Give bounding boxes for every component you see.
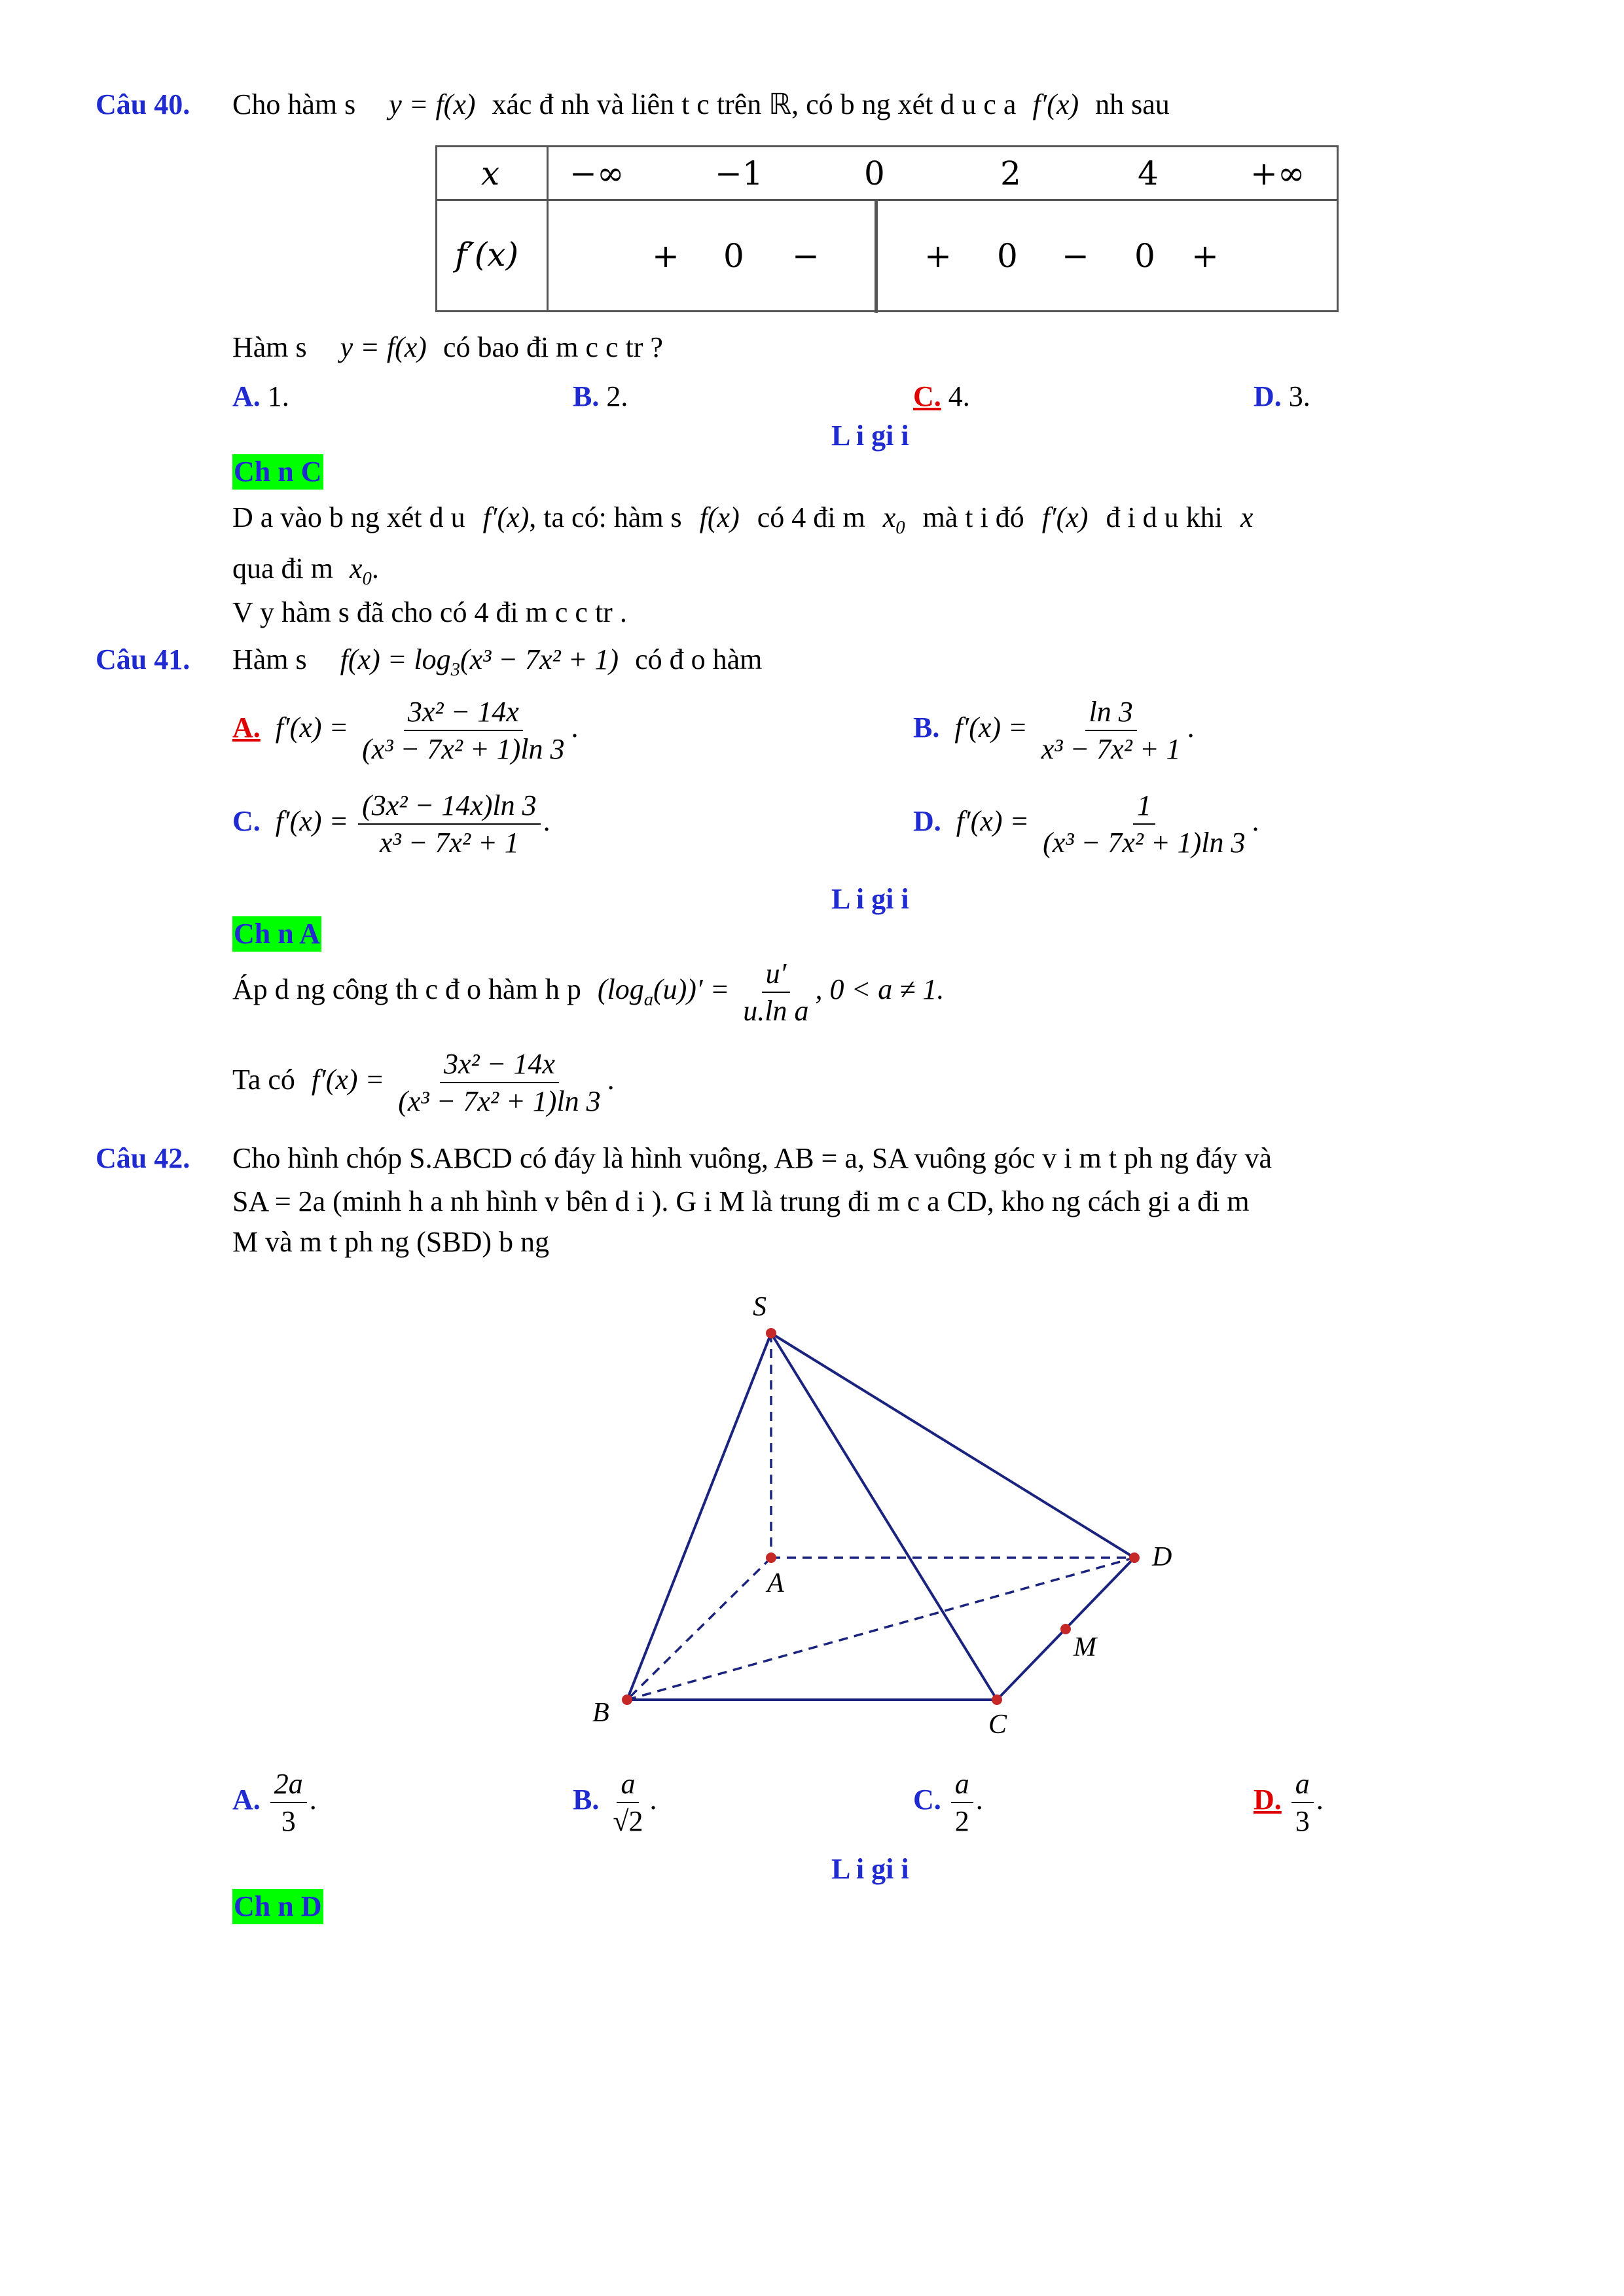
option-lhs: f′(x) = — [954, 711, 1028, 744]
option-text: 4. — [948, 380, 970, 412]
option-label: A. — [232, 380, 261, 412]
option-den: x³ − 7x² + 1 — [1041, 733, 1181, 765]
option-num: ln 3 — [1085, 695, 1137, 731]
q41-option-c: C. f′(x) = $\frac{\text{(3x² − 14x)ln 3}}{\text{x³ − 7x² + 1}}$ . — [232, 789, 550, 859]
q40-stem-d: f′(x) — [1032, 88, 1079, 120]
option-text: 2. — [606, 380, 628, 412]
option-num: (3x² − 14x)ln 3 — [358, 789, 540, 825]
q40-question-c: có bao đi m c c tr ? — [442, 331, 663, 363]
q40-stem-c: xác đ nh và liên t c trên ℝ, có b ng xét d u c a — [492, 88, 1017, 120]
q40-question-b: y = f(x) — [340, 331, 427, 363]
option-label: D. — [1254, 1784, 1282, 1816]
q41-option-b: B. f′(x) = $\frac{\ln 3}{\text{x³ − 7x² + 1}}$ . — [913, 696, 1195, 765]
q42-option-c: C. $\frac{a}{2}$ . — [913, 1768, 983, 1837]
q41-taco-den: (x³ − 7x² + 1)ln 3 — [398, 1085, 601, 1117]
option-label: B. — [573, 1784, 600, 1816]
sign-right-1: 0 — [997, 237, 1018, 275]
q42-option-b: B. $\frac{a}{√2}$ . — [573, 1768, 657, 1837]
q42-line1: Cho hình chóp S.ABCD có đáy là hình vuông, AB = a, SA vuông góc v i m t ph ng đáy và — [232, 1142, 1272, 1174]
sign-right-0: + — [924, 237, 952, 275]
q41-apply-d: , 0 < a ≠ 1. — [815, 973, 945, 1006]
q40-exp1-h: mà t i đó — [922, 501, 1024, 533]
q40-exp1-g: 0 — [895, 517, 905, 538]
sign-left-1: 0 — [723, 237, 744, 275]
q40-exp1-b: f′(x) — [482, 501, 530, 533]
option-label: C. — [913, 1784, 941, 1816]
option-label: C. — [232, 805, 261, 838]
question-41-label: Câu 41. — [96, 643, 190, 675]
q42-line3: M và m t ph ng (SBD) b ng — [232, 1226, 549, 1258]
q41-apply-num: u′ — [762, 957, 791, 993]
q40-stem-b: y = f(x) — [389, 88, 476, 120]
q42-option-a: A. $\frac{2a}{3}$ . — [232, 1768, 317, 1837]
point-d — [1129, 1552, 1140, 1563]
q40-exp2-c: 0 — [362, 568, 372, 589]
sign-left-2: − — [792, 237, 820, 275]
option-den: 3 — [281, 1805, 296, 1837]
option-lhs: f′(x) = — [275, 805, 349, 838]
q42-solution-title: L i gi i — [831, 1853, 909, 1885]
q40-exp1-k: x — [1240, 501, 1254, 533]
option-num: 2a — [270, 1767, 307, 1803]
option-den: (x³ − 7x² + 1)ln 3 — [1043, 827, 1246, 859]
sign-table-x3: 2 — [1000, 154, 1021, 192]
q41-taco-lhs: f′(x) = — [311, 1064, 385, 1096]
option-num: 3x² − 14x — [404, 695, 523, 731]
sign-table-x0: −∞ — [569, 154, 624, 192]
point-b — [622, 1695, 632, 1705]
q40-stem-e: nh sau — [1095, 88, 1170, 120]
option-lhs: f′(x) = — [956, 805, 1030, 838]
label-b: B — [592, 1698, 609, 1728]
q41-taco-line: Ta có f′(x) = $\frac{\text{3x² − 14x}}{\text{(x³ − 7x² + 1)ln 3}}$ . — [232, 1048, 615, 1117]
question-40-label: Câu 40. — [96, 88, 190, 120]
option-num: a — [951, 1767, 973, 1803]
q40-exp1-e: có 4 đi m — [757, 501, 865, 533]
option-den: x³ − 7x² + 1 — [379, 827, 519, 859]
q41-chosen-answer: Ch n A — [232, 916, 321, 952]
option-label: D. — [1254, 380, 1282, 412]
option-text: 3. — [1288, 380, 1310, 412]
q42-chosen-answer: Ch n D — [232, 1889, 323, 1924]
q41-taco: Ta có — [232, 1064, 295, 1096]
option-den: 2 — [954, 1805, 969, 1837]
sign-right-4: + — [1191, 237, 1219, 275]
q41-apply-a: Áp d ng công th c đ o hàm h p — [232, 973, 581, 1006]
q40-solution-title: L i gi i — [831, 420, 909, 452]
sign-right-3: 0 — [1134, 237, 1155, 275]
q40-question-a: Hàm s — [232, 331, 307, 363]
point-s — [766, 1328, 776, 1338]
sign-table-x5: +∞ — [1250, 154, 1305, 192]
q40-exp1-a: D a vào b ng xét d u — [232, 501, 465, 533]
sign-table-x-label: x — [481, 154, 500, 192]
q41-apply-b-sub: a — [643, 989, 653, 1010]
option-label: B. — [573, 380, 600, 412]
q41-stem-c: (x³ − 7x² + 1) — [460, 643, 619, 675]
label-c: C — [988, 1710, 1007, 1740]
option-num: a — [617, 1767, 639, 1803]
q40-explanation-line3: V y hàm s đã cho có 4 đi m c c tr . — [232, 596, 627, 628]
option-label: B. — [913, 711, 940, 744]
option-den: (x³ − 7x² + 1)ln 3 — [362, 733, 565, 765]
q40-exp2-a: qua đi m — [232, 552, 333, 584]
point-c — [992, 1695, 1002, 1705]
label-s: S — [753, 1292, 767, 1322]
label-d: D — [1152, 1542, 1172, 1572]
q40-exp1-d: f(x) — [699, 501, 740, 533]
q41-stem-b-sub: 3 — [450, 659, 460, 680]
q41-stem-b: f(x) = log — [340, 643, 451, 675]
question-42-label: Câu 42. — [96, 1142, 190, 1174]
q41-option-d: D. f′(x) = $\frac{1}{\text{(x³ − 7x² + 1)ln 3}}$ . — [913, 789, 1259, 859]
q41-apply-b: (log — [597, 973, 644, 1006]
q41-solution-title: L i gi i — [831, 883, 909, 915]
sign-table-fp-label: f′(x) — [455, 236, 519, 274]
option-num: 1 — [1133, 789, 1155, 825]
point-m — [1060, 1624, 1071, 1634]
sign-left-0: + — [652, 237, 679, 275]
option-label: A. — [232, 711, 261, 744]
q40-exp2-b: x — [349, 552, 363, 584]
sign-table-x1: −1 — [715, 154, 763, 192]
option-lhs: f′(x) = — [275, 711, 349, 744]
label-m: M — [1074, 1632, 1096, 1662]
option-text: 1. — [267, 380, 289, 412]
option-den: √2 — [613, 1805, 643, 1837]
q40-chosen-answer: Ch n C — [232, 454, 323, 490]
q40-exp1-c: , ta có: hàm s — [529, 501, 682, 533]
q41-option-a: A. f′(x) = $\frac{\text{3x² − 14x}}{\text{(x³ − 7x² + 1)ln 3}}$ . — [232, 696, 579, 765]
q41-apply-den: u.ln a — [743, 995, 809, 1027]
sign-table-x2: 0 — [864, 154, 885, 192]
option-den: 3 — [1295, 1805, 1310, 1837]
option-num: a — [1291, 1767, 1314, 1803]
q41-stem-d: có đ o hàm — [635, 643, 763, 675]
option-label: A. — [232, 1784, 261, 1816]
sign-table-x4: 4 — [1138, 154, 1159, 192]
q40-exp1-f: x — [882, 501, 896, 533]
point-a — [766, 1552, 776, 1563]
option-label: C. — [913, 380, 941, 412]
label-a: A — [767, 1568, 784, 1598]
q40-stem-a: Cho hàm s — [232, 88, 356, 120]
q41-stem-a: Hàm s — [232, 643, 307, 675]
q42-option-d: D. $\frac{a}{3}$ . — [1254, 1768, 1324, 1837]
q40-exp1-i: f′(x) — [1041, 501, 1089, 533]
sign-right-2: − — [1062, 237, 1089, 275]
q40-explanation-line2: qua đi m $x_0$. — [232, 552, 379, 589]
q40-exp1-j: đ i d u khi — [1106, 501, 1223, 533]
q42-line2: SA = 2a (minh h a nh hình v bên d i ). G i M là trung đi m c a CD, kho ng cách gi a đi m — [232, 1185, 1250, 1217]
option-label: D. — [913, 805, 941, 838]
q41-taco-num: 3x² − 14x — [440, 1047, 559, 1083]
q41-apply-c: (u))′ = — [653, 973, 730, 1006]
